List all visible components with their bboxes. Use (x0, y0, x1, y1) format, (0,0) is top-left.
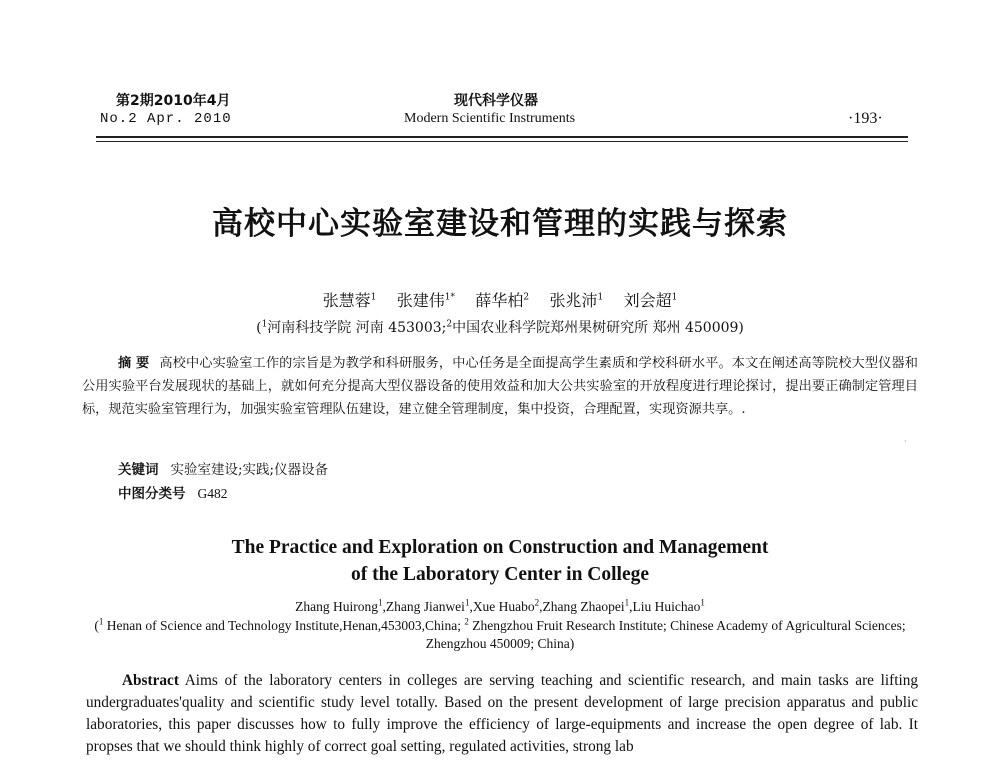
affil-sup: 1 (261, 319, 268, 330)
classification-label: 中图分类号 (118, 486, 186, 502)
abstract-cn-text: 高校中心实验室工作的宗旨是为教学和科研服务，中心任务是全面提高学生素质和学校科研水平。本文在阐述高等院校大型仪器和公用实验平台发展现状的基础上，就如何充分提高大型仪器设备的使用效益和加大公共实验室的开放程度进行理论探讨，提出要正确制定管理目标，规范实验室管理行为，加强实验室管理队伍建设，建立健全管理制度，集中投资，合理配置，实现资源共享。. (82, 356, 918, 417)
affiliation-en (86, 617, 914, 653)
classification-code: G482 (197, 486, 228, 501)
article-title-cn: 高校中心实验室建设和管理的实践与探索 (212, 206, 788, 242)
author-name: 张兆沛 (549, 291, 598, 310)
authors-en: Zhang Huirong$^1$,Zhang Jianwei$^1$,Xue Huabo$^2$,Zhang Zhaopei$^1$,Liu Huichao$^1$ (295, 597, 705, 614)
affil-part: 河南科技学院 河南 453003; (267, 320, 447, 336)
header-rule-thick (96, 136, 908, 138)
author-name: 张慧蓉 (322, 291, 371, 310)
author-sup: 1* (444, 292, 456, 303)
affil-sup: 2 (464, 616, 469, 627)
title-en-line1: The Practice and Exploration on Construction and Management (231, 537, 769, 558)
affil-part: Zhengzhou Fruit Research Institute; Chinese Academy of Agricultural Sciences; Zhengzhou 450009; China) (425, 618, 906, 651)
classification (118, 482, 228, 502)
authors-cn (0, 288, 1000, 311)
affiliation-cn (0, 317, 1000, 337)
keywords (118, 458, 328, 478)
abstract-cn-label: 摘 要 (118, 356, 150, 371)
author-name: 刘会超 (623, 291, 672, 310)
affil-sup: 1 (98, 616, 104, 627)
author-name: 张建伟 (396, 291, 445, 310)
author-sup: 1 (370, 292, 377, 303)
author-sup: 2 (534, 597, 540, 608)
page-number: ·193· (848, 110, 883, 127)
author-sup: 1 (671, 292, 678, 303)
issue-cn: 第2期2010年4月 (116, 93, 231, 109)
paren: ( (94, 618, 99, 633)
journal-title-en: Modern Scientific Instruments (404, 111, 576, 126)
paren: ( (256, 320, 262, 336)
issue-en: No.2 Apr. 2010 (100, 111, 232, 127)
author-sup: 1 (700, 597, 705, 608)
author-sup: 1 (464, 597, 470, 608)
affil-part: Henan of Science and Technology Institute,Henan,453003,China; (103, 618, 465, 633)
author-sup: 1 (597, 292, 604, 303)
title-en-line2: of the Laboratory Center in College (350, 564, 650, 585)
author-sup: 1 (624, 597, 630, 608)
author-name: 薛华柏 (475, 291, 524, 310)
author-sup: 1 (377, 597, 383, 608)
abstract-en (86, 670, 918, 758)
affil-part: 中国农业科学院郑州果树研究所 郑州 450009) (452, 320, 744, 336)
author-name: Zhang Zhaopei (542, 599, 625, 614)
abstract-en-text: Aims of the laboratory centers in colleges are serving teaching and scientific research, and main tasks are lifting undergraduates'quality and scientific study level totally. Based on the present development of large precision apparatus and public laboratories, this paper discusses how to fully improve the efficiency of large-equipments and increase the open degree of lab. It propses that we should think highly of correct goal setting, regulated activities, strong lab (86, 672, 918, 755)
article-title-en (0, 534, 1000, 588)
header-rule-thin (96, 141, 908, 142)
keywords-label: 关键词 (118, 462, 159, 478)
affil-sup: 2 (446, 319, 453, 330)
author-name: Zhang Huirong (295, 599, 378, 614)
author-name: Liu Huichao (632, 599, 701, 614)
abstract-cn (82, 352, 918, 421)
journal-title-cn: 现代科学仪器 (454, 93, 538, 109)
author-sup: 2 (523, 292, 530, 303)
scan-dot: · (904, 437, 907, 446)
keywords-text: 实验室建设;实践;仪器设备 (170, 462, 329, 478)
author-name: Zhang Jianwei (385, 599, 465, 614)
abstract-en-label: Abstract (122, 672, 179, 689)
author-name: Xue Huabo (472, 599, 535, 614)
